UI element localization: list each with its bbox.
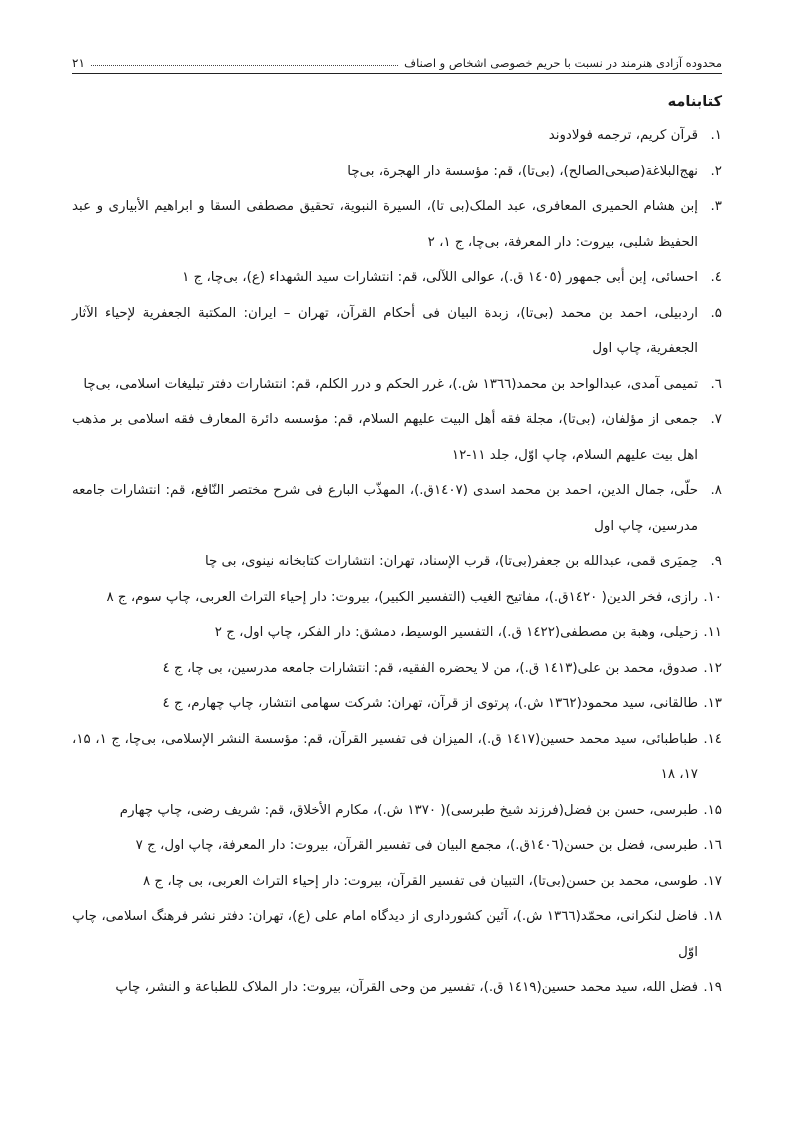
reference-item: [72, 828, 722, 864]
reference-text: طبرسی، حسن بن فضل(فرزند شیخ طبرسی)( ۱۳۷۰ ش.)، مکارم الأخلاق، قم: شریف رضی، چاپ چهارم: [119, 802, 698, 818]
reference-item: [72, 864, 722, 900]
reference-text: اردبیلی، احمد بن محمد (بی‌تا)، زبدة البیان فی أحکام القرآن، تهران – ایران: المکتبة الجعفریة لإحیاء الآثار الجعفریة، چاپ اول: [72, 305, 698, 356]
reference-number: ۲.: [710, 163, 722, 179]
reference-number: ۱۷.: [703, 873, 722, 889]
reference-number: ۵.: [710, 305, 722, 321]
reference-text: فاضل لنکرانی، محمّد(١٣٦٦ ش.)، آئین کشورداری از دیدگاه امام علی (ع)، تهران: دفتر نشر فرهنگ اسلامی، چاپ اوّل: [72, 909, 699, 960]
reference-text: طوسی، محمد بن حسن(بی‌تا)، التبیان فی تفسیر القرآن، بیروت: دار إحیاء التراث العربی، بی چا، ج ۸: [142, 873, 698, 889]
reference-item: [72, 580, 722, 616]
header-rule: [72, 73, 722, 74]
reference-item: [72, 793, 722, 829]
reference-item: [72, 722, 722, 793]
reference-text: رازی، فخر الدین( ١٤٢٠ق.)، مفاتیح الغیب (التفسیر الکبیر)، بیروت: دار إحیاء التراث العربی، چاپ سوم، ج ۸: [106, 589, 698, 605]
reference-item: [72, 970, 722, 1006]
reference-item: [72, 296, 722, 367]
reference-number: ۹.: [710, 554, 722, 569]
reference-text: حلّی، جمال الدین، احمد بن محمد اسدی (١٤٠٧ق.)، المهذّب البارع فی شرح مختصر النّافع، قم: انتشارات جامعه مدرسین، چاپ اول: [72, 483, 698, 534]
running-header: [72, 50, 722, 70]
reference-number: ١٦.: [703, 838, 722, 853]
reference-number: ۱۳.: [703, 696, 722, 711]
header-dot-leader: [91, 65, 398, 66]
reference-item: [72, 402, 722, 473]
reference-text: نهج‌البلاغة(صبحی‌الصالح)، (بی‌تا)، قم: مؤسسة دار الهجرة، بی‌چا: [347, 163, 698, 179]
page-number: ۲۱: [72, 56, 85, 70]
header-title: محدوده آزادی هنرمند در نسبت با حریم خصوصی اشخاص و اصناف: [404, 56, 722, 70]
reference-text: جمعی از مؤلفان، (بی‌تا)، مجلة فقه أهل البیت علیهم السلام، قم: مؤسسه دائرة المعارف فقه اسلامی بر مذهب اهل بیت علیهم السلام، چاپ اوّل، جلد ١١-١٢: [72, 412, 698, 463]
reference-text: طباطبائی، سید محمد حسین(١٤١٧ ق.)، المیزان فی تفسیر القرآن، قم: مؤسسة النشر الإسلامی، بی‌چا، ج ۱، ۱۵، ۱۷، ۱۸: [72, 731, 698, 782]
reference-item: [72, 899, 722, 970]
reference-item: [72, 615, 722, 651]
reference-list: [72, 118, 722, 1006]
reference-number: ٤.: [710, 270, 722, 285]
reference-text: زحیلی، وهبة بن مصطفی(١٤٢٢ ق.)، التفسیر الوسیط، دمشق: دار الفکر، چاپ اول، ج ۲: [214, 625, 698, 640]
reference-item: [72, 367, 722, 403]
reference-number: ۱۵.: [703, 802, 722, 818]
reference-number: ۱۹.: [703, 980, 722, 995]
reference-text: قرآن کریم، ترجمه فولادوند: [548, 128, 698, 143]
reference-number: ٦.: [710, 376, 722, 392]
reference-text: طبرسی، فضل بن حسن(١٤٠٦ق.)، مجمع البیان فی تفسیر القرآن، بیروت: دار المعرفة، چاپ اول، ج ۷: [135, 838, 698, 853]
reference-text: تمیمی آمدی، عبدالواحد بن محمد(١٣٦٦ ش.)، غرر الحکم و درر الکلم، قم: انتشارات دفتر تبلیغات اسلامی، بی‌چا: [83, 376, 698, 392]
reference-item: [72, 651, 722, 687]
reference-item: [72, 544, 722, 580]
reference-text: صدوق، محمد بن علی(١٤١٣ ق.)، من لا یحضره الفقیه، قم: انتشارات جامعه مدرسین، بی چا، ج ٤: [162, 660, 698, 676]
reference-number: ١٤.: [703, 731, 722, 747]
reference-number: ۸.: [710, 483, 722, 498]
reference-number: ۷.: [710, 412, 722, 427]
reference-number: ۱۰.: [703, 589, 722, 605]
reference-number: ۳.: [710, 199, 722, 214]
reference-item: [72, 189, 722, 260]
reference-text: حِمیَری قمی، عبدالله بن جعفر(بی‌تا)، قرب الإسناد، تهران: انتشارات کتابخانه نینوی، بی چا: [204, 554, 698, 569]
reference-number: ۱.: [710, 128, 722, 143]
reference-item: [72, 154, 722, 190]
reference-text: فضل الله، سید محمد حسین(١٤١٩ ق.)، تفسیر من وحی القرآن، بیروت: دار الملاک للطباعة و النشر، چاپ: [115, 980, 698, 995]
reference-number: ۱۲.: [703, 660, 722, 676]
reference-text: طالقانی، سید محمود(١٣٦٢ ش.)، پرتوی از قرآن، تهران: شرکت سهامی انتشار، چاپ چهارم، ج ٤: [162, 696, 698, 711]
reference-item: [72, 473, 722, 544]
bibliography-heading: کتابنامه: [667, 94, 722, 110]
reference-number: ۱۱.: [703, 625, 722, 640]
reference-item: [72, 260, 722, 296]
reference-item: [72, 118, 722, 154]
reference-text: إبن هشام الحمیری المعافری، عبد الملک(بی تا)، السیرة النبویة، تحقیق مصطفی السقا و ابراهیم الأبیاری و عبد الحفیظ شلبی، بیروت: دار المعرفة، بی‌چا، ج ۱، ۲: [72, 199, 698, 250]
reference-number: ۱۸.: [703, 909, 722, 924]
reference-item: [72, 686, 722, 722]
reference-text: احسائی، إبن أبی جمهور (١٤٠٥ ق.)، عوالی اللآلی، قم: انتشارات سید الشهداء (ع)، بی‌چا، ج ۱: [182, 270, 698, 285]
